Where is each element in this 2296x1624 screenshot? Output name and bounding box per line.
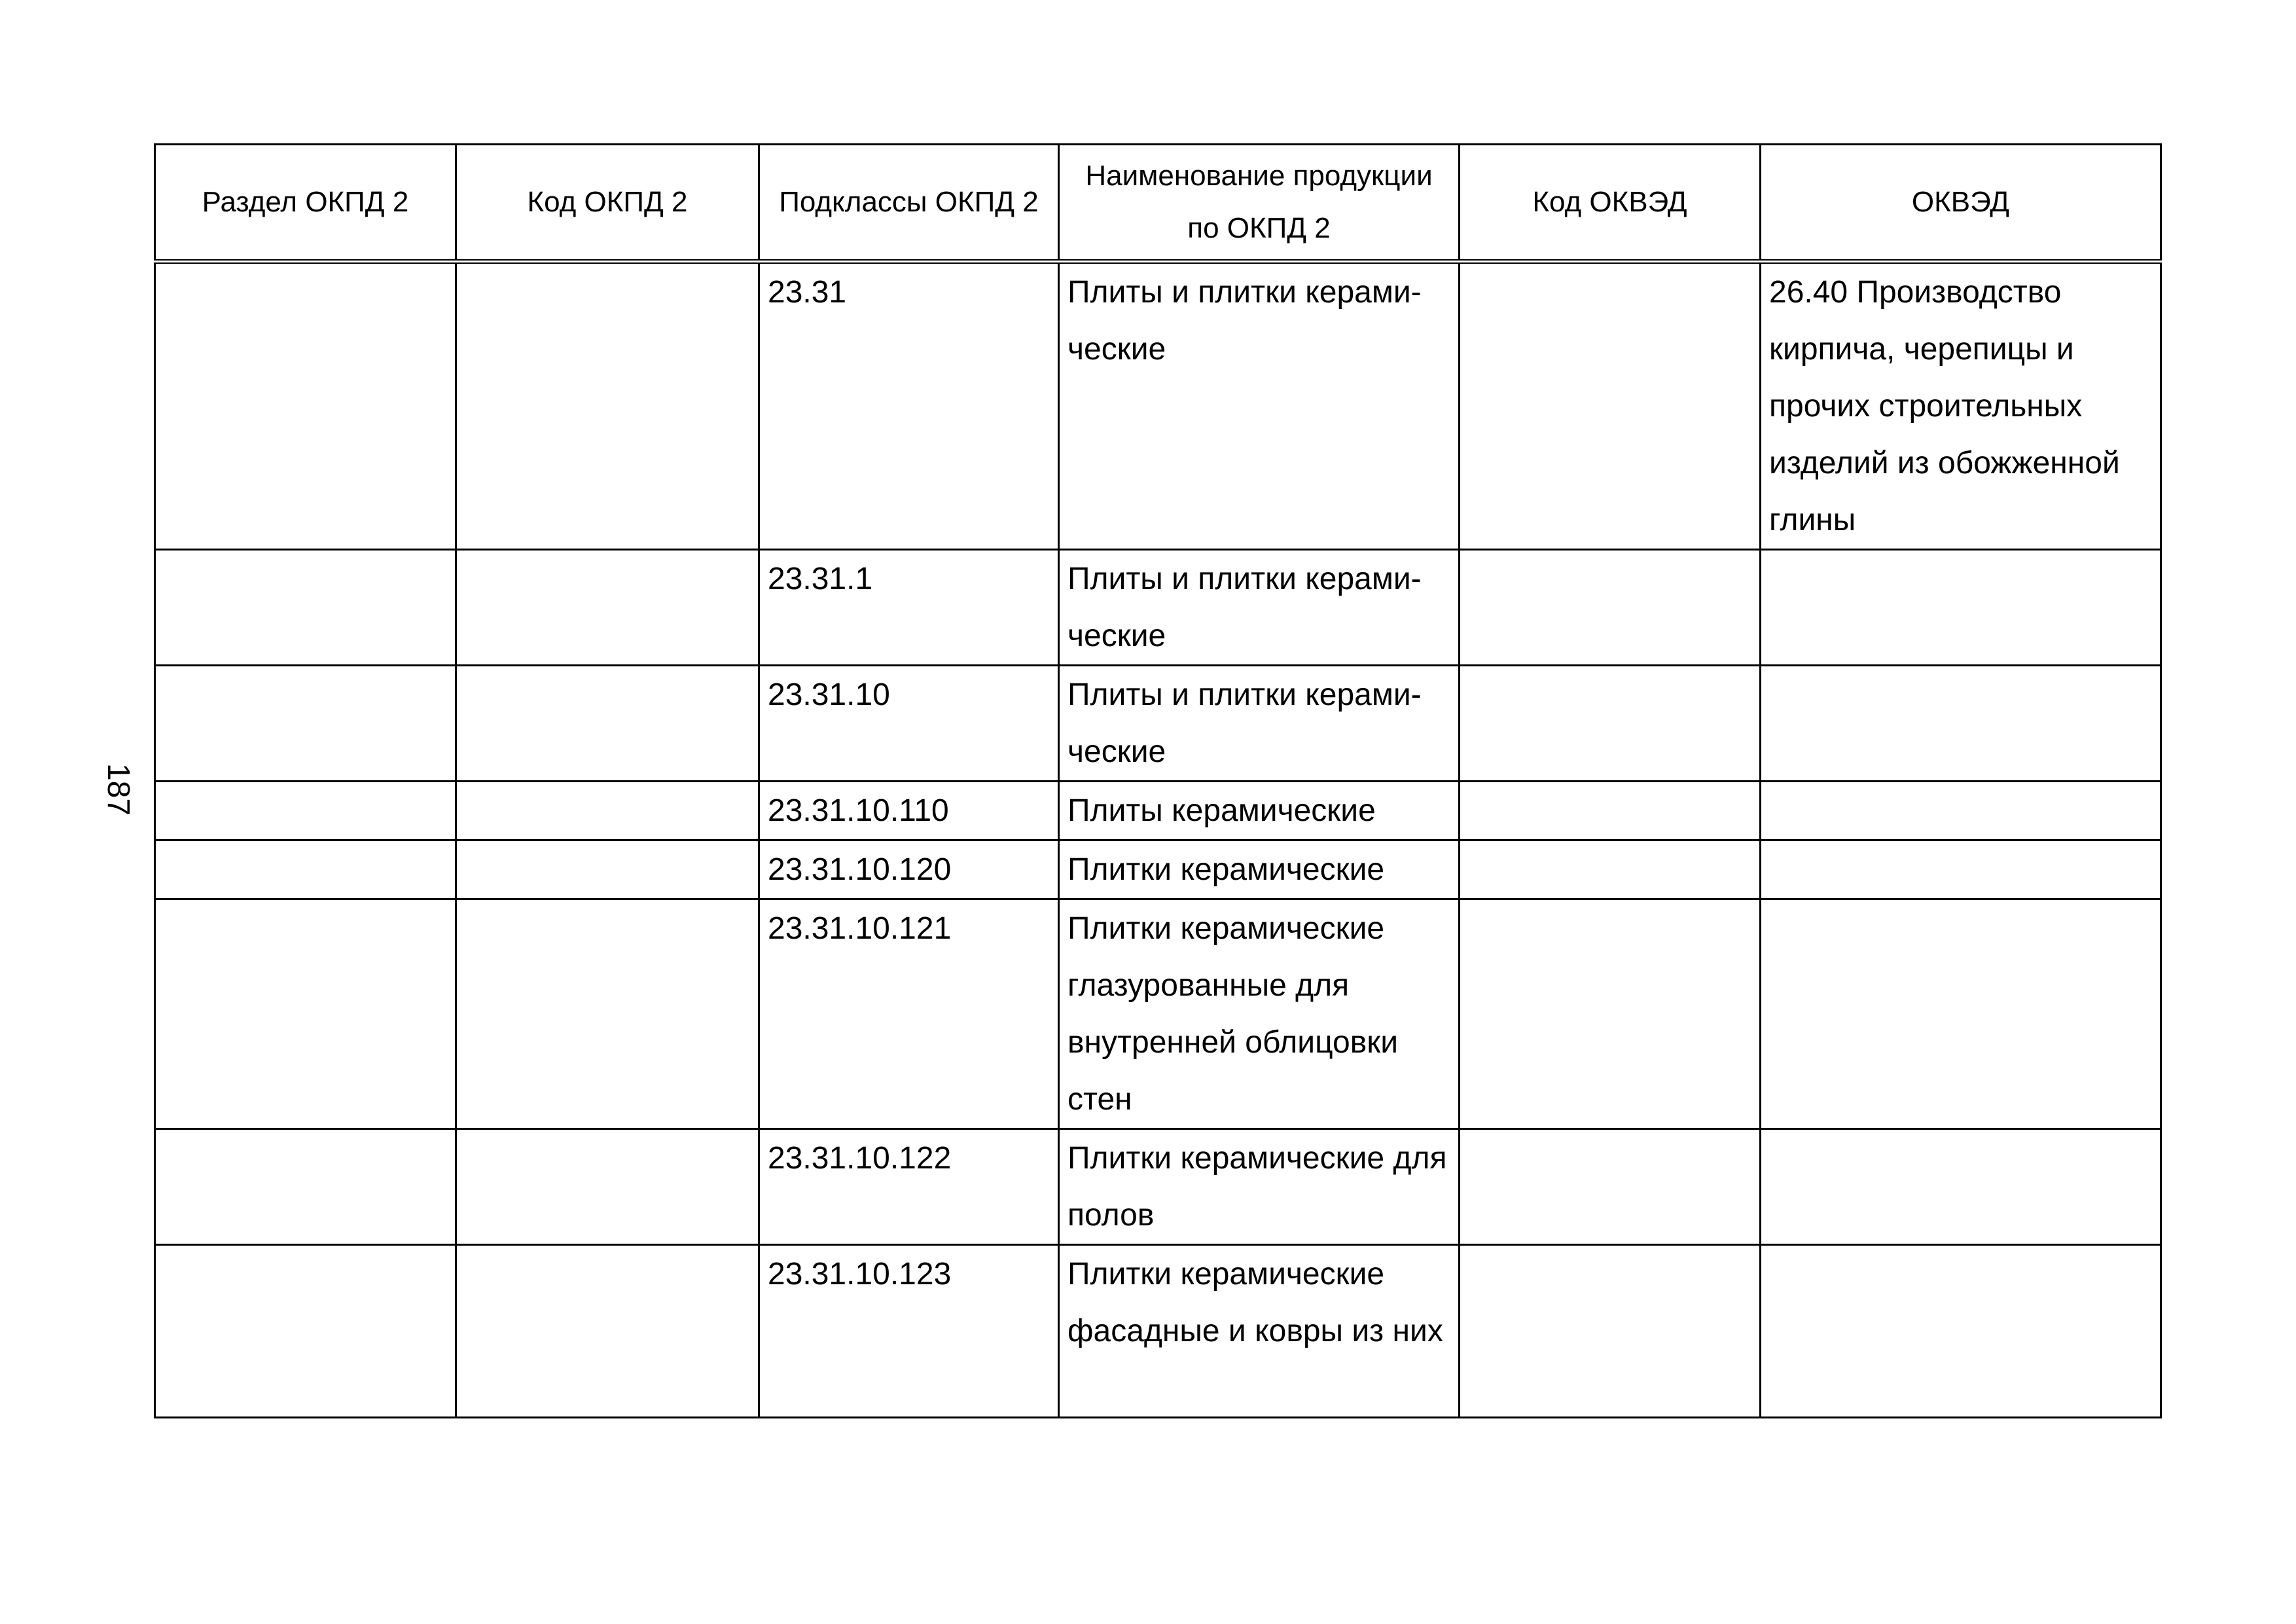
cell-kod-okved	[1460, 550, 1761, 666]
cell-kod-okpd	[456, 899, 759, 1129]
header-podklassy-okpd: Подклассы ОКПД 2	[759, 145, 1059, 262]
cell-kod-okved	[1460, 1129, 1761, 1245]
cell-okved: 26.40 Производство кирпича, черепицы и прочих строительных изделий из обожженной глины	[1761, 262, 2161, 550]
cell-podklass: 23.31.1	[759, 550, 1059, 666]
cell-podklass: 23.31.10.123	[759, 1245, 1059, 1418]
header-kod-okved: Код ОКВЭД	[1460, 145, 1761, 262]
header-okved: ОКВЭД	[1761, 145, 2161, 262]
cell-okved	[1761, 666, 2161, 782]
header-kod-okpd: Код ОКПД 2	[456, 145, 759, 262]
cell-razdel	[155, 840, 456, 899]
cell-razdel	[155, 666, 456, 782]
cell-naimenovanie: Плиты и плитки керами-ческие	[1059, 666, 1460, 782]
okpd-okved-table	[154, 143, 2162, 1418]
cell-razdel	[155, 782, 456, 840]
cell-podklass: 23.31.10.122	[759, 1129, 1059, 1245]
cell-razdel	[155, 1245, 456, 1418]
cell-podklass: 23.31.10	[759, 666, 1059, 782]
cell-podklass: 23.31.10.121	[759, 899, 1059, 1129]
cell-kod-okpd	[456, 840, 759, 899]
cell-kod-okved	[1460, 666, 1761, 782]
table-header-row	[155, 145, 2161, 262]
page-number: 187	[101, 763, 135, 816]
cell-okved	[1761, 1129, 2161, 1245]
table-row	[155, 899, 2161, 1129]
header-razdel-okpd: Раздел ОКПД 2	[155, 145, 456, 262]
table-row	[155, 782, 2161, 840]
cell-kod-okved	[1460, 782, 1761, 840]
cell-naimenovanie: Плитки керамические глазурованные для внутренней облицовки стен	[1059, 899, 1460, 1129]
cell-kod-okpd	[456, 1129, 759, 1245]
cell-razdel	[155, 550, 456, 666]
cell-kod-okpd	[456, 1245, 759, 1418]
cell-okved	[1761, 899, 2161, 1129]
table-row	[155, 550, 2161, 666]
cell-podklass: 23.31.10.110	[759, 782, 1059, 840]
cell-okved	[1761, 1245, 2161, 1418]
cell-kod-okved	[1460, 840, 1761, 899]
cell-naimenovanie: Плитки керамические фасадные и ковры из них	[1059, 1245, 1460, 1418]
cell-okved	[1761, 840, 2161, 899]
cell-kod-okpd	[456, 550, 759, 666]
cell-naimenovanie: Плиты керамические	[1059, 782, 1460, 840]
table-row	[155, 262, 2161, 550]
cell-kod-okved	[1460, 262, 1761, 550]
cell-razdel	[155, 1129, 456, 1245]
cell-okved	[1761, 782, 2161, 840]
cell-kod-okved	[1460, 899, 1761, 1129]
cell-kod-okpd	[456, 666, 759, 782]
cell-naimenovanie: Плитки керамические для полов	[1059, 1129, 1460, 1245]
cell-kod-okved	[1460, 1245, 1761, 1418]
table-row	[155, 666, 2161, 782]
cell-podklass: 23.31	[759, 262, 1059, 550]
cell-okved	[1761, 550, 2161, 666]
table-row	[155, 1129, 2161, 1245]
cell-naimenovanie: Плиты и плитки керами-ческие	[1059, 262, 1460, 550]
table-row	[155, 840, 2161, 899]
cell-naimenovanie: Плиты и плитки керами-ческие	[1059, 550, 1460, 666]
table-row	[155, 1245, 2161, 1418]
cell-naimenovanie: Плитки керамические	[1059, 840, 1460, 899]
cell-kod-okpd	[456, 262, 759, 550]
cell-razdel	[155, 262, 456, 550]
cell-podklass: 23.31.10.120	[759, 840, 1059, 899]
cell-razdel	[155, 899, 456, 1129]
cell-kod-okpd	[456, 782, 759, 840]
header-naimenovanie: Наименование продукции по ОКПД 2	[1059, 145, 1460, 262]
